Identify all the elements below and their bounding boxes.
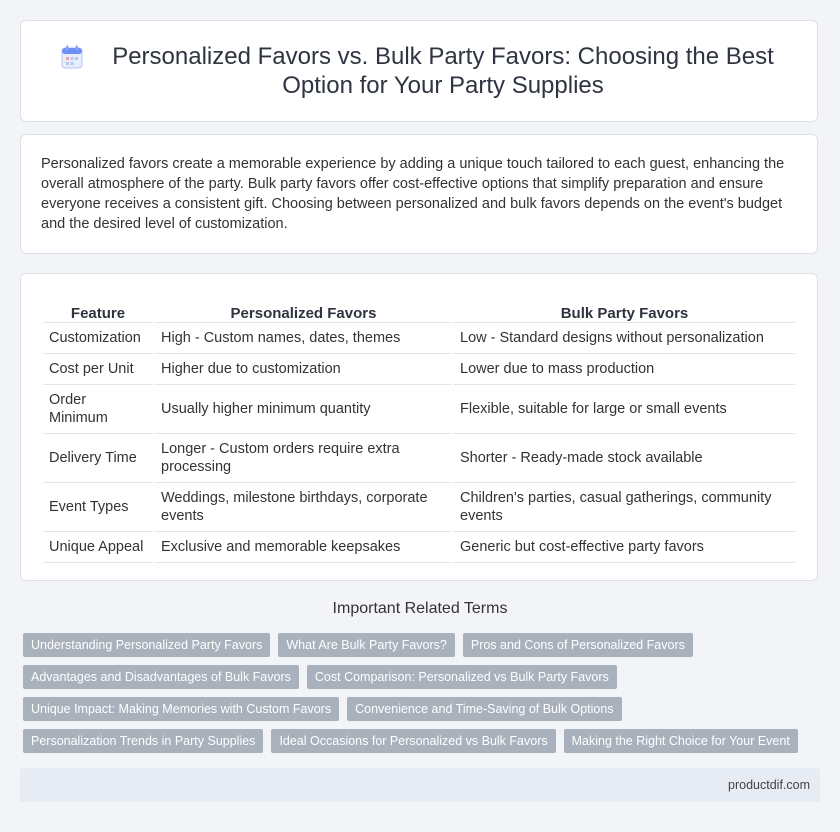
- related-term-tag[interactable]: Cost Comparison: Personalized vs Bulk Party Favors: [307, 665, 617, 689]
- intro-text: Personalized favors create a memorable experience by adding a unique touch tailored to each guest, enhancing the overall atmosphere of the party. Bulk party favors offer cost-effective options that simplify preparation and ensure everyone receives a consistent gift. Choosing between personalized and bulk favors depends on the event's budget and the desired level of customization.: [41, 156, 785, 232]
- comparison-table: [41, 294, 797, 563]
- table-cell: Event Types: [43, 483, 153, 532]
- table-row: [43, 323, 795, 354]
- table-cell: Exclusive and memorable keepsakes: [155, 532, 452, 563]
- calendar-icon: [61, 45, 83, 69]
- related-term-tag[interactable]: Personalization Trends in Party Supplies: [23, 729, 263, 753]
- column-header-feature: Feature: [43, 294, 153, 323]
- column-header-personalized: Personalized Favors: [155, 294, 452, 323]
- comparison-table-card: [20, 273, 818, 581]
- footer-site-link[interactable]: productdif.com: [728, 778, 810, 792]
- table-cell: Children's parties, casual gatherings, community events: [454, 483, 795, 532]
- table-row: [43, 354, 795, 385]
- table-cell: Lower due to mass production: [454, 354, 795, 385]
- related-term-tag[interactable]: Understanding Personalized Party Favors: [23, 633, 270, 657]
- table-row: [43, 434, 795, 483]
- table-cell: Longer - Custom orders require extra processing: [155, 434, 452, 483]
- table-row: [43, 483, 795, 532]
- table-cell: Usually higher minimum quantity: [155, 385, 452, 434]
- related-term-tag[interactable]: Advantages and Disadvantages of Bulk Favors: [23, 665, 299, 689]
- related-term-tag[interactable]: Ideal Occasions for Personalized vs Bulk Favors: [271, 729, 555, 753]
- table-cell: Shorter - Ready-made stock available: [454, 434, 795, 483]
- table-cell: Weddings, milestone birthdays, corporate events: [155, 483, 452, 532]
- table-cell: Flexible, suitable for large or small events: [454, 385, 795, 434]
- tag-row: [23, 633, 823, 657]
- table-cell: Order Minimum: [43, 385, 153, 434]
- table-row: [43, 532, 795, 563]
- table-cell: Low - Standard designs without personalization: [454, 323, 795, 354]
- table-cell: Cost per Unit: [43, 354, 153, 385]
- table-cell: Generic but cost-effective party favors: [454, 532, 795, 563]
- related-term-tag[interactable]: What Are Bulk Party Favors?: [278, 633, 454, 657]
- title-wrapper: [21, 42, 817, 100]
- table-cell: Customization: [43, 323, 153, 354]
- table-cell: Higher due to customization: [155, 354, 452, 385]
- related-terms-tags: [23, 633, 823, 761]
- page-title: Personalized Favors vs. Bulk Party Favors: Choosing the Best Option for Your Party Supplies: [112, 43, 774, 99]
- table-row: [43, 385, 795, 434]
- table-cell: Delivery Time: [43, 434, 153, 483]
- tag-row: [23, 729, 823, 753]
- related-term-tag[interactable]: Convenience and Time-Saving of Bulk Options: [347, 697, 621, 721]
- footer: [20, 768, 820, 802]
- column-header-bulk: Bulk Party Favors: [454, 294, 795, 323]
- related-term-tag[interactable]: Pros and Cons of Personalized Favors: [463, 633, 693, 657]
- table-header-row: [43, 294, 795, 323]
- related-term-tag[interactable]: Unique Impact: Making Memories with Custom Favors: [23, 697, 339, 721]
- table-cell: Unique Appeal: [43, 532, 153, 563]
- tag-row: [23, 665, 823, 689]
- intro-card: [20, 134, 818, 254]
- related-term-tag[interactable]: Making the Right Choice for Your Event: [564, 729, 798, 753]
- related-terms-heading: Important Related Terms: [332, 600, 508, 617]
- tag-row: [23, 697, 823, 721]
- table-cell: High - Custom names, dates, themes: [155, 323, 452, 354]
- title-card: [20, 20, 818, 122]
